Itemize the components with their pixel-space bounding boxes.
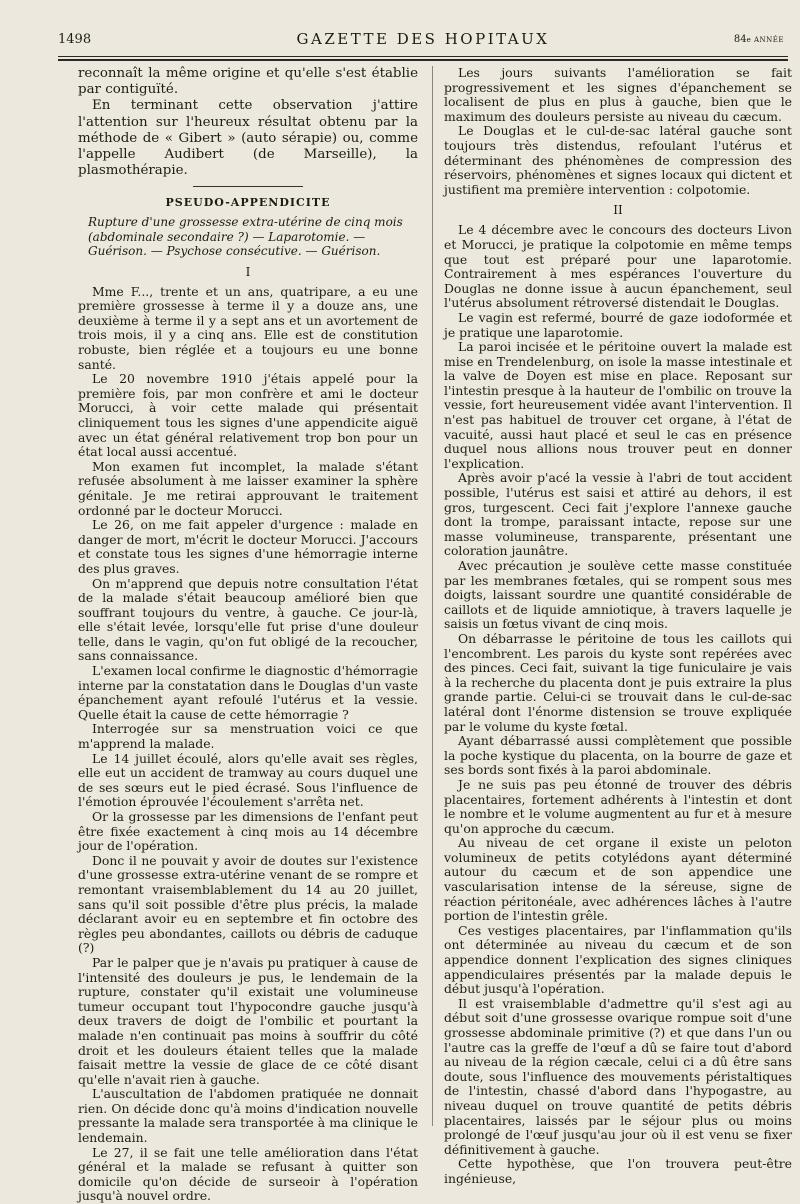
journal-title: GAZETTE DES HOPITAUX [296,30,550,48]
paragraph: Le 27, il se fait une telle amélioration dans l'état général et la malade se refusant à quitter son domicile qu'on décide de surseoir à l'opération jusqu'à nouvel ordre. [78,1144,418,1204]
volume-year [734,34,784,45]
paragraph: Ayant débarrassé aussi complètement que possible la poche kystique du placenta, on la bourre de gaze et ses bords sont fixés à la paroi abdominale. [444,733,792,778]
paragraph: On débarrasse le péritoine de tous les caillots qui l'encombrent. Les parois du kyste sont repérées avec des pinces. Ceci fait, suivant la tige funiculaire je vais à la recherche du placenta dont je puis extraire la plus grande partie. Celui-ci se trouvait dans le cul-de-sac latéral dont l'énorme distension se trouve expliquée par le volume du kyste fœtal. [444,630,792,734]
paragraph: La paroi incisée et le péritoine ouvert la malade est mise en Trendelenburg, on isole la masse intestinale et la valve de Doyen est mise en place. Reposant sur l'intestin presque à la hauteur de l'ombilic on trouve la vessie, fort heureusement vidée avant l'intervention. Il n'est pas habituel de trouver cet organe, à l'état de vacuité, aussi haut placé et seul le cas en présence duquel nous allions nous trouver peut en donner l'explication. [444,339,792,471]
section-separator [193,186,303,187]
intro-block [78,66,418,179]
section-subtitle: Rupture d'une grossesse extra-utérine de cinq mois (abdominale secondaire ?) — Laparotomie. — Guérison. — Psychose consécutive. — Guérison. [88,215,403,259]
section-numeral: I [245,264,251,279]
page-number: 1498 [58,32,92,47]
paragraph: Mon examen fut incomplet, la malade s'étant refusée absolument à me laisser examiner la sphère génitale. Je me retirai approuvant le traitement ordonné par le docteur Morucci. [78,458,418,518]
left-body [78,285,418,1204]
paragraph: L'auscultation de l'abdomen pratiquée ne donnait rien. On décide donc qu'à moins d'indication nouvelle pressante la malade sera transportée à ma clinique le lendemain. [78,1086,418,1146]
page-header [58,30,788,54]
paragraph: Donc il ne pouvait y avoir de doutes sur l'existence d'une grossesse extra-utérine venant de se rompre et remontant vraisemblablement du 14 au 20 juillet, sans qu'il soit possible d'être plus précis, la malade déclarant avoir eu en septembre et fin octobre des règles peu abondantes, caillots ou débris de caduque (?) [78,852,418,956]
left-column [78,66,418,1204]
paragraph: Le 26, on me fait appeler d'urgence : malade en danger de mort, m'écrit le docteur Morucci. J'accours et constate tous les signes d'une hémorragie interne des plus graves. [78,517,418,576]
paragraph: Au niveau de cet organe il existe un peloton volumineux de petits cotylédons ayant déterminé autour du cæcum et de son appendice une vascularisation intense de la séreuse, signe de réaction péritonéale, avec adhérences lâches à l'autre portion de l'intestin grêle. [444,835,792,924]
paragraph: En terminant cette observation j'attire l'attention sur l'heureux résultat obtenu par la méthode de « Gibert » (auto sérapie) ou, comme l'appelle Audibert (de Marseille), la plasmothérapie. [78,98,418,179]
paragraph: Or la grossesse par les dimensions de l'enfant peut être fixée exactement à cinq mois au 14 décembre jour de l'opération. [78,809,418,854]
paragraph: Interrogée sur sa menstruation voici ce que m'apprend la malade. [78,721,418,752]
paragraph: Je ne suis pas peu étonné de trouver des débris placentaires, fortement adhérents à l'intestin et dont le nombre et le volume augmentent au fur et à mesure qu'on approche du cæcum. [444,776,792,836]
header-rule-double [58,59,788,61]
paragraph: Après avoir p'acé la vessie à l'abri de tout accident possible, l'utérus est saisi et attiré au dehors, il est gros, turgescent. Ceci fait j'explore l'annexe gauche dont la trompe, paraissant intacte, repose sur une masse volumineuse, transparente, présentant une coloration jaunâtre. [444,470,792,559]
paragraph: Par le palper que je n'avais pu pratiquer à cause de l'intensité des douleurs je pus, le lendemain de la rupture, constater qu'il existait une volumineuse tumeur occupant tout l'hypocondre gauche jusqu'à deux travers de doigt de l'ombilic et pourtant la malade n'en continuait pas moins à souffrir du côté droit et les douleurs étaient telles que la malade faisait mettre la vessie de glace de ce côté disant qu'elle n'avait rien à gauche. [78,954,418,1087]
paragraph: Ces vestiges placentaires, par l'inflammation qu'ils ont déterminée au niveau du cæcum et de son appendice donnent l'explication des signes cliniques appendiculaires présentés par la malade depuis le début jusqu'à l'opération. [444,922,792,997]
volume-number: 84 [733,34,747,45]
paragraph: Le 4 décembre avec le concours des docteurs Livon et Morucci, je pratique la colpotomie en même temps que tout est préparé pour une laparotomie. Contrairement à mes espérances l'ouverture du Douglas ne donne issue à aucun épanchement, seul l'utérus absolument rétroversé distendait le Douglas. [444,222,792,311]
paragraph: Avec précaution je soulève cette masse constituée par les membranes fœtales, qui se rompent sous mes doigts, laissant sourdre une quantité considérable de caillots et de liquide amniotique, à travers laquelle je saisis un fœtus vivant de cinq mois. [444,558,792,632]
column-divider [432,66,433,1126]
right-column [444,65,792,1186]
paragraph: L'examen local confirme le diagnostic d'hémorragie interne par la constatation dans le Douglas d'un vaste épanchement ayant refoulé l'utérus et la vessie. Quelle était la cause de cette hémorragie ? [78,663,418,722]
paragraph: Mme F..., trente et un ans, quatripare, a eu une première grossesse à terme il y a douze ans, une deuxième à terme il y a sept ans et un avortement de trois mois, il y a cinq ans. Elle est de constitution robuste, bien réglée et a toujours eu une bonne santé. [78,283,418,372]
header-rule [58,56,788,57]
paragraph: Le Douglas et le cul-de-sac latéral gauche sont toujours très distendus, refoulant l'utérus et déterminant des phénomènes de compression des réservoirs, phénomènes et signes locaux qui dictent et justifient ma première intervention : colpotomie. [444,123,792,197]
paragraph: Le 20 novembre 1910 j'étais appelé pour la première fois, par mon confrère et ami le docteur Morucci, à voir cette malade qui présentait cliniquement tous les signes d'une appendicite aiguë avec un état général relativement trop bon pour un état local aussi accentué. [78,371,418,460]
paragraph: reconnaît la même origine et qu'elle s'est établie par contiguïté. [78,66,418,98]
section-numeral: II [613,203,623,218]
paragraph: Le 14 juillet écoulé, alors qu'elle avait ses règles, elle eut un accident de tramway au cours duquel une de ses sœurs eut le pied écrasé. Sous l'influence de l'émotion éprouvée l'écoulement s'arrêta net. [78,750,418,810]
paragraph: On m'apprend que depuis notre consultation l'état de la malade s'était beaucoup amélioré bien que souffrant toujours du ventre, à gauche. Ce jour-là, elle s'était levée, lorsqu'elle fut prise d'une douleur telle, dans le vagin, qu'on fut obligé de la recoucher, sans connaissance. [78,575,418,664]
paragraph: Les jours suivants l'amélioration se fait progressivement et les signes d'épanchement se localisent de plus en plus à gauche, bien que le maximum des douleurs persiste au niveau du cæcum. [444,65,792,124]
volume-suffix: e ANNÉE [746,36,784,44]
paragraph: Le vagin est refermé, bourré de gaze iodoformée et je pratique une laparotomie. [444,309,792,340]
section-title: PSEUDO-APPENDICITE [165,196,331,210]
paragraph: Il est vraisemblable d'admettre qu'il s'est agi au début soit d'une grossesse ovarique rompue soit d'une grossesse abdominale primitive (?) et que dans l'un ou l'autre cas la greffe de l'œuf a dû se faire tout d'abord au niveau de la région cæcale, celui ci a dû être sans doute, sous l'influence des mouvements péristaltiques de l'intestin, chassé d'abord dans l'hypogastre, au niveau duquel on trouve quantité de petits débris placentaires, laissés par le séjour plus ou moins prolongé de l'œuf jusqu'au jour où il est venu se fixer définitivement à gauche. [444,995,792,1157]
paragraph: Cette hypothèse, que l'on trouvera peut-être ingénieuse, [444,1156,792,1186]
